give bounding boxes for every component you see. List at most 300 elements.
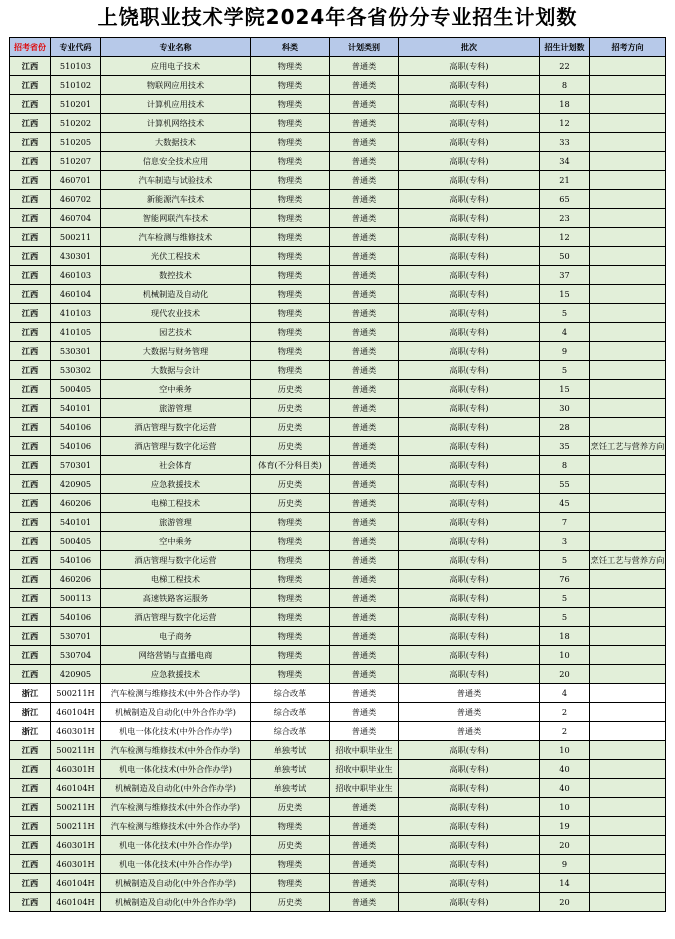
table-row	[10, 323, 666, 342]
enrollment-plan-table	[9, 37, 666, 912]
direction-cell	[590, 532, 666, 551]
count-cell: 9	[540, 342, 590, 361]
batch-cell: 高职(专科)	[399, 152, 540, 171]
subject-cell: 物理类	[251, 209, 330, 228]
batch-cell: 高职(专科)	[399, 57, 540, 76]
batch-cell: 高职(专科)	[399, 456, 540, 475]
direction-cell	[590, 703, 666, 722]
major-cell: 高速铁路客运服务	[101, 589, 251, 608]
table-row	[10, 741, 666, 760]
major-cell: 汽车检测与维修技术(中外合作办学)	[101, 741, 251, 760]
table-row	[10, 589, 666, 608]
direction-cell	[590, 133, 666, 152]
province-cell: 江西	[10, 513, 51, 532]
direction-cell	[590, 209, 666, 228]
major-cell: 旅游管理	[101, 399, 251, 418]
province-cell: 江西	[10, 627, 51, 646]
plan-type-cell: 普通类	[330, 361, 399, 380]
count-cell: 14	[540, 874, 590, 893]
plan-type-cell: 普通类	[330, 76, 399, 95]
major-cell: 机电一体化技术(中外合作办学)	[101, 760, 251, 779]
major-cell: 信息安全技术应用	[101, 152, 251, 171]
batch-cell: 普通类	[399, 722, 540, 741]
table-row	[10, 456, 666, 475]
direction-cell	[590, 627, 666, 646]
province-cell: 江西	[10, 836, 51, 855]
table-row	[10, 380, 666, 399]
table-row	[10, 779, 666, 798]
batch-cell: 高职(专科)	[399, 209, 540, 228]
plan-type-cell: 普通类	[330, 380, 399, 399]
batch-cell: 高职(专科)	[399, 323, 540, 342]
subject-cell: 物理类	[251, 551, 330, 570]
batch-cell: 高职(专科)	[399, 418, 540, 437]
major-cell: 机械制造及自动化(中外合作办学)	[101, 703, 251, 722]
direction-cell	[590, 494, 666, 513]
batch-cell: 高职(专科)	[399, 399, 540, 418]
batch-cell: 高职(专科)	[399, 342, 540, 361]
code-cell: 460206	[51, 494, 101, 513]
count-cell: 15	[540, 285, 590, 304]
table-row	[10, 836, 666, 855]
province-cell: 江西	[10, 361, 51, 380]
code-cell: 510202	[51, 114, 101, 133]
direction-cell	[590, 589, 666, 608]
subject-cell: 物理类	[251, 513, 330, 532]
plan-type-cell: 普通类	[330, 703, 399, 722]
major-cell: 大数据与财务管理	[101, 342, 251, 361]
table-row	[10, 342, 666, 361]
plan-type-cell: 招收中职毕业生	[330, 760, 399, 779]
plan-type-cell: 普通类	[330, 285, 399, 304]
subject-cell: 物理类	[251, 304, 330, 323]
plan-type-cell: 普通类	[330, 171, 399, 190]
major-cell: 现代农业技术	[101, 304, 251, 323]
direction-cell	[590, 722, 666, 741]
province-cell: 江西	[10, 475, 51, 494]
plan-type-cell: 普通类	[330, 152, 399, 171]
subject-cell: 物理类	[251, 152, 330, 171]
table-row	[10, 494, 666, 513]
batch-cell: 高职(专科)	[399, 874, 540, 893]
province-cell: 江西	[10, 551, 51, 570]
direction-cell	[590, 475, 666, 494]
plan-type-cell: 普通类	[330, 722, 399, 741]
major-cell: 汽车检测与维修技术(中外合作办学)	[101, 817, 251, 836]
direction-cell	[590, 304, 666, 323]
major-cell: 酒店管理与数字化运营	[101, 418, 251, 437]
direction-cell	[590, 380, 666, 399]
code-cell: 460104H	[51, 703, 101, 722]
province-cell: 江西	[10, 171, 51, 190]
code-cell: 510201	[51, 95, 101, 114]
direction-cell	[590, 684, 666, 703]
direction-cell	[590, 418, 666, 437]
table-row	[10, 665, 666, 684]
major-cell: 计算机应用技术	[101, 95, 251, 114]
table-row	[10, 475, 666, 494]
code-cell: 460104H	[51, 874, 101, 893]
batch-cell: 普通类	[399, 684, 540, 703]
code-cell: 510103	[51, 57, 101, 76]
major-cell: 电子商务	[101, 627, 251, 646]
plan-type-cell: 普通类	[330, 836, 399, 855]
code-cell: 540106	[51, 608, 101, 627]
province-cell: 江西	[10, 532, 51, 551]
batch-cell: 高职(专科)	[399, 494, 540, 513]
batch-cell: 高职(专科)	[399, 380, 540, 399]
province-cell: 江西	[10, 418, 51, 437]
plan-type-cell: 普通类	[330, 266, 399, 285]
major-cell: 园艺技术	[101, 323, 251, 342]
province-cell: 江西	[10, 285, 51, 304]
subject-cell: 历史类	[251, 836, 330, 855]
table-row	[10, 399, 666, 418]
plan-type-cell: 普通类	[330, 133, 399, 152]
province-cell: 江西	[10, 152, 51, 171]
subject-cell: 物理类	[251, 323, 330, 342]
batch-cell: 高职(专科)	[399, 437, 540, 456]
subject-cell: 单独考试	[251, 760, 330, 779]
code-cell: 460702	[51, 190, 101, 209]
plan-type-cell: 普通类	[330, 190, 399, 209]
plan-type-cell: 普通类	[330, 855, 399, 874]
province-cell: 江西	[10, 323, 51, 342]
subject-cell: 物理类	[251, 190, 330, 209]
code-cell: 460301H	[51, 836, 101, 855]
direction-cell	[590, 798, 666, 817]
major-cell: 机电一体化技术(中外合作办学)	[101, 855, 251, 874]
count-cell: 40	[540, 779, 590, 798]
count-cell: 18	[540, 95, 590, 114]
batch-cell: 高职(专科)	[399, 133, 540, 152]
direction-cell	[590, 817, 666, 836]
province-cell: 江西	[10, 874, 51, 893]
count-cell: 35	[540, 437, 590, 456]
direction-cell	[590, 570, 666, 589]
code-cell: 500211H	[51, 684, 101, 703]
count-cell: 12	[540, 114, 590, 133]
province-cell: 江西	[10, 380, 51, 399]
count-cell: 7	[540, 513, 590, 532]
table-row	[10, 76, 666, 95]
header-subject: 科类	[251, 38, 330, 57]
direction-cell	[590, 190, 666, 209]
subject-cell: 物理类	[251, 247, 330, 266]
subject-cell: 物理类	[251, 114, 330, 133]
table-row	[10, 646, 666, 665]
plan-type-cell: 招收中职毕业生	[330, 779, 399, 798]
province-cell: 江西	[10, 247, 51, 266]
batch-cell: 高职(专科)	[399, 855, 540, 874]
count-cell: 5	[540, 304, 590, 323]
header-plan-type: 计划类别	[330, 38, 399, 57]
major-cell: 大数据技术	[101, 133, 251, 152]
province-cell: 浙江	[10, 703, 51, 722]
batch-cell: 高职(专科)	[399, 589, 540, 608]
plan-type-cell: 普通类	[330, 57, 399, 76]
plan-type-cell: 普通类	[330, 494, 399, 513]
major-cell: 机械制造及自动化(中外合作办学)	[101, 779, 251, 798]
count-cell: 20	[540, 836, 590, 855]
batch-cell: 高职(专科)	[399, 798, 540, 817]
province-cell: 江西	[10, 741, 51, 760]
code-cell: 510102	[51, 76, 101, 95]
count-cell: 5	[540, 608, 590, 627]
header-province: 招考省份	[10, 38, 51, 57]
major-cell: 数控技术	[101, 266, 251, 285]
direction-cell	[590, 228, 666, 247]
batch-cell: 高职(专科)	[399, 171, 540, 190]
count-cell: 45	[540, 494, 590, 513]
province-cell: 江西	[10, 190, 51, 209]
plan-type-cell: 普通类	[330, 456, 399, 475]
count-cell: 21	[540, 171, 590, 190]
direction-cell	[590, 399, 666, 418]
major-cell: 汽车制造与试验技术	[101, 171, 251, 190]
direction-cell	[590, 893, 666, 912]
count-cell: 5	[540, 361, 590, 380]
plan-type-cell: 普通类	[330, 570, 399, 589]
direction-cell: 烹饪工艺与营养方向	[590, 551, 666, 570]
table-row	[10, 608, 666, 627]
subject-cell: 历史类	[251, 494, 330, 513]
batch-cell: 高职(专科)	[399, 741, 540, 760]
plan-type-cell: 普通类	[330, 247, 399, 266]
plan-type-cell: 普通类	[330, 532, 399, 551]
province-cell: 江西	[10, 76, 51, 95]
major-cell: 智能网联汽车技术	[101, 209, 251, 228]
batch-cell: 高职(专科)	[399, 570, 540, 589]
subject-cell: 物理类	[251, 361, 330, 380]
subject-cell: 综合改革	[251, 722, 330, 741]
batch-cell: 高职(专科)	[399, 76, 540, 95]
subject-cell: 物理类	[251, 171, 330, 190]
subject-cell: 物理类	[251, 285, 330, 304]
direction-cell	[590, 836, 666, 855]
table-row	[10, 247, 666, 266]
subject-cell: 物理类	[251, 95, 330, 114]
subject-cell: 物理类	[251, 627, 330, 646]
subject-cell: 物理类	[251, 589, 330, 608]
table-row	[10, 760, 666, 779]
batch-cell: 高职(专科)	[399, 627, 540, 646]
major-cell: 空中乘务	[101, 380, 251, 399]
province-cell: 江西	[10, 342, 51, 361]
province-cell: 江西	[10, 456, 51, 475]
direction-cell	[590, 760, 666, 779]
province-cell: 江西	[10, 266, 51, 285]
subject-cell: 历史类	[251, 437, 330, 456]
province-cell: 江西	[10, 304, 51, 323]
batch-cell: 高职(专科)	[399, 114, 540, 133]
table-row	[10, 817, 666, 836]
major-cell: 机械制造及自动化(中外合作办学)	[101, 893, 251, 912]
batch-cell: 高职(专科)	[399, 247, 540, 266]
table-row	[10, 418, 666, 437]
table-row	[10, 209, 666, 228]
code-cell: 420905	[51, 475, 101, 494]
table-row	[10, 228, 666, 247]
count-cell: 5	[540, 589, 590, 608]
subject-cell: 物理类	[251, 532, 330, 551]
major-cell: 汽车检测与维修技术	[101, 228, 251, 247]
count-cell: 5	[540, 551, 590, 570]
code-cell: 510205	[51, 133, 101, 152]
subject-cell: 历史类	[251, 798, 330, 817]
province-cell: 江西	[10, 494, 51, 513]
code-cell: 540106	[51, 418, 101, 437]
count-cell: 22	[540, 57, 590, 76]
count-cell: 19	[540, 817, 590, 836]
code-cell: 460103	[51, 266, 101, 285]
direction-cell	[590, 513, 666, 532]
plan-type-cell: 普通类	[330, 589, 399, 608]
code-cell: 460301H	[51, 855, 101, 874]
major-cell: 机电一体化技术(中外合作办学)	[101, 722, 251, 741]
table-row	[10, 551, 666, 570]
direction-cell	[590, 76, 666, 95]
table-row	[10, 722, 666, 741]
direction-cell	[590, 855, 666, 874]
major-cell: 应用电子技术	[101, 57, 251, 76]
province-cell: 江西	[10, 228, 51, 247]
plan-type-cell: 普通类	[330, 475, 399, 494]
subject-cell: 物理类	[251, 665, 330, 684]
major-cell: 电梯工程技术	[101, 570, 251, 589]
direction-cell	[590, 171, 666, 190]
plan-type-cell: 普通类	[330, 323, 399, 342]
batch-cell: 高职(专科)	[399, 95, 540, 114]
subject-cell: 物理类	[251, 76, 330, 95]
plan-type-cell: 普通类	[330, 114, 399, 133]
page-title: 上饶职业技术学院2024年各省份分专业招生计划数	[97, 5, 578, 29]
province-cell: 浙江	[10, 684, 51, 703]
count-cell: 12	[540, 228, 590, 247]
direction-cell	[590, 779, 666, 798]
major-cell: 空中乘务	[101, 532, 251, 551]
province-cell: 江西	[10, 570, 51, 589]
code-cell: 460206	[51, 570, 101, 589]
subject-cell: 物理类	[251, 570, 330, 589]
batch-cell: 高职(专科)	[399, 361, 540, 380]
table-row	[10, 855, 666, 874]
direction-cell	[590, 57, 666, 76]
province-cell: 江西	[10, 779, 51, 798]
table-row	[10, 570, 666, 589]
batch-cell: 高职(专科)	[399, 646, 540, 665]
code-cell: 460104H	[51, 893, 101, 912]
code-cell: 530301	[51, 342, 101, 361]
plan-type-cell: 普通类	[330, 342, 399, 361]
count-cell: 50	[540, 247, 590, 266]
major-cell: 物联网应用技术	[101, 76, 251, 95]
direction-cell	[590, 266, 666, 285]
subject-cell: 历史类	[251, 380, 330, 399]
count-cell: 33	[540, 133, 590, 152]
count-cell: 3	[540, 532, 590, 551]
batch-cell: 高职(专科)	[399, 475, 540, 494]
count-cell: 20	[540, 665, 590, 684]
count-cell: 8	[540, 76, 590, 95]
batch-cell: 高职(专科)	[399, 304, 540, 323]
code-cell: 530704	[51, 646, 101, 665]
count-cell: 30	[540, 399, 590, 418]
count-cell: 15	[540, 380, 590, 399]
code-cell: 530302	[51, 361, 101, 380]
plan-type-cell: 普通类	[330, 684, 399, 703]
subject-cell: 历史类	[251, 418, 330, 437]
batch-cell: 高职(专科)	[399, 532, 540, 551]
direction-cell: 烹饪工艺与营养方向	[590, 437, 666, 456]
province-cell: 江西	[10, 114, 51, 133]
count-cell: 28	[540, 418, 590, 437]
count-cell: 65	[540, 190, 590, 209]
header-direction: 招考方向	[590, 38, 666, 57]
subject-cell: 物理类	[251, 266, 330, 285]
code-cell: 500211H	[51, 741, 101, 760]
table-row	[10, 95, 666, 114]
table-row	[10, 285, 666, 304]
major-cell: 酒店管理与数字化运营	[101, 551, 251, 570]
plan-type-cell: 普通类	[330, 665, 399, 684]
province-cell: 江西	[10, 133, 51, 152]
major-cell: 机械制造及自动化(中外合作办学)	[101, 874, 251, 893]
province-cell: 江西	[10, 399, 51, 418]
batch-cell: 高职(专科)	[399, 266, 540, 285]
table-row	[10, 874, 666, 893]
batch-cell: 高职(专科)	[399, 513, 540, 532]
batch-cell: 高职(专科)	[399, 190, 540, 209]
table-row	[10, 627, 666, 646]
direction-cell	[590, 323, 666, 342]
plan-type-cell: 普通类	[330, 437, 399, 456]
table-row	[10, 114, 666, 133]
major-cell: 电梯工程技术	[101, 494, 251, 513]
batch-cell: 高职(专科)	[399, 836, 540, 855]
plan-type-cell: 普通类	[330, 798, 399, 817]
major-cell: 汽车检测与维修技术(中外合作办学)	[101, 798, 251, 817]
major-cell: 应急救援技术	[101, 665, 251, 684]
table-row	[10, 57, 666, 76]
table-row	[10, 532, 666, 551]
province-cell: 江西	[10, 57, 51, 76]
count-cell: 18	[540, 627, 590, 646]
count-cell: 2	[540, 703, 590, 722]
province-cell: 江西	[10, 893, 51, 912]
direction-cell	[590, 608, 666, 627]
subject-cell: 历史类	[251, 893, 330, 912]
subject-cell: 体育(不分科目类)	[251, 456, 330, 475]
major-cell: 新能源汽车技术	[101, 190, 251, 209]
count-cell: 37	[540, 266, 590, 285]
plan-type-cell: 普通类	[330, 209, 399, 228]
subject-cell: 物理类	[251, 228, 330, 247]
subject-cell: 物理类	[251, 817, 330, 836]
major-cell: 社会体育	[101, 456, 251, 475]
count-cell: 4	[540, 323, 590, 342]
count-cell: 9	[540, 855, 590, 874]
plan-type-cell: 普通类	[330, 646, 399, 665]
code-cell: 460301H	[51, 760, 101, 779]
batch-cell: 高职(专科)	[399, 608, 540, 627]
code-cell: 460301H	[51, 722, 101, 741]
major-cell: 酒店管理与数字化运营	[101, 437, 251, 456]
code-cell: 540101	[51, 399, 101, 418]
table-row	[10, 361, 666, 380]
batch-cell: 高职(专科)	[399, 665, 540, 684]
subject-cell: 历史类	[251, 475, 330, 494]
